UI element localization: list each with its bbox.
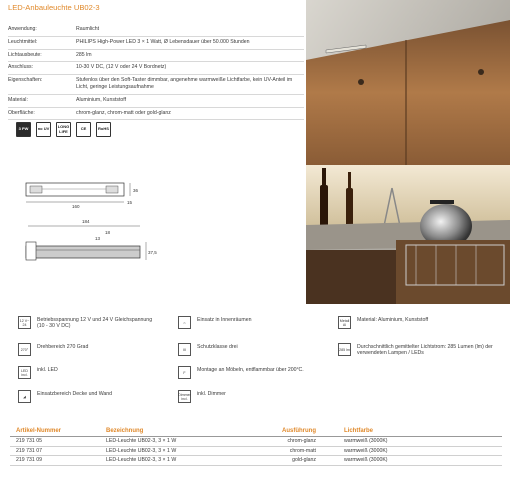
spec-table (8, 24, 304, 120)
feature-text: inkl. LED (37, 367, 58, 373)
drawer (396, 240, 510, 304)
dim-small: 18 (105, 230, 111, 235)
cell-article-number: 219 731 07 (16, 447, 42, 454)
feature-text: Schutzklasse drei (197, 344, 238, 350)
table-header (10, 428, 502, 437)
feature-text: Einsatzbereich Decke und Wand (37, 391, 113, 397)
certification-badges (16, 122, 111, 137)
philips-power-led-icon: 3 PW (16, 122, 31, 137)
feature-item (18, 316, 157, 329)
dim-height: 36 (133, 188, 139, 193)
feature-item (178, 316, 317, 329)
protection-class-icon: III (178, 343, 191, 356)
rotation-icon: 270° (18, 343, 31, 356)
dim-length: 184 (82, 219, 90, 224)
feature-item (178, 366, 327, 379)
spec-row (8, 75, 304, 95)
material-icon: Metall Al (338, 316, 351, 329)
spec-key: Leuchtmittel: (8, 38, 38, 45)
feature-list (0, 316, 510, 416)
article-table (10, 428, 502, 466)
cell-light-color: warmweiß (3000K) (344, 457, 388, 464)
spec-row (8, 37, 304, 50)
product-photo (306, 0, 510, 304)
cell-article-number: 219 731 05 (16, 438, 42, 445)
technical-drawing (20, 168, 170, 280)
cell-description: LED-Leuchte UB02-3, 3 × 1 W (106, 447, 177, 454)
feature-item (338, 316, 487, 329)
dim-depth: 13 (95, 236, 101, 241)
spec-row (8, 95, 304, 108)
spec-value: Aluminium, Kunststoff (76, 96, 127, 103)
cell-finish: chrom-matt (289, 447, 316, 454)
header-finish: Ausführung (282, 428, 316, 434)
table-row (10, 456, 502, 466)
cell-light-color: warmweiß (3000K) (344, 447, 388, 454)
feature-item (178, 390, 317, 403)
feature-text: inkl. Dimmer (197, 391, 226, 397)
led-included-icon: LED incl. (18, 366, 31, 379)
spec-key: Anschluss: (8, 64, 34, 71)
spec-row (8, 50, 304, 63)
spec-value: Stufenlos über den Soft-Taster dimmbar, angenehme warmweiße Lichtfarbe, kein UV-Anteil im Licht, geringe Leistungsaufnahme (76, 77, 293, 90)
table-row (10, 437, 502, 447)
feature-text: Montage an Möbeln, entflammbar über 200°C. (197, 367, 304, 373)
furniture-mount-icon: F (178, 366, 191, 379)
feature-item (338, 343, 497, 356)
spec-value: chrom-glanz, chrom-matt oder gold-glanz (76, 109, 171, 116)
header-description: Bezeichnung (106, 428, 144, 434)
table-row (10, 447, 502, 457)
spec-key: Eigenschaften: (8, 77, 43, 84)
feature-item (178, 343, 317, 356)
header-light-color: Lichtfarbe (344, 428, 374, 434)
spec-value: 10-30 V DC, (12 V oder 24 V Bordnetz) (76, 64, 167, 71)
long-life-icon: LONG LIFE (56, 122, 71, 137)
lumen-icon: 285 lm (338, 343, 351, 356)
ceiling-wall-icon: ◢ (18, 390, 31, 403)
feature-item (18, 366, 157, 379)
dimmer-icon: Dimmer incl. (178, 390, 191, 403)
spec-value: PHILIPS High-Power LED 3 × 1 Watt, Ø Lebensdauer über 50.000 Stunden (76, 38, 250, 45)
cell-description: LED-Leuchte UB02-3, 3 × 1 W (106, 438, 177, 445)
product-title: LED-Anbauleuchte UB02-3 (8, 3, 100, 12)
wine-bottle (320, 185, 328, 227)
cell-article-number: 219 731 09 (16, 457, 42, 464)
feature-text: Durchschnittlich gemittelter Lichtstrom: 285 Lumen (lm) der verwendeten Lampen / LEDs (357, 344, 493, 357)
dim-total-height: 37,5 (148, 250, 157, 255)
header-article-number: Artikel-Nummer (16, 428, 62, 434)
spec-value: Raumlicht (76, 26, 100, 32)
cell-light-color: warmweiß (3000K) (344, 438, 388, 445)
indoor-house-icon: ⌂ (178, 316, 191, 329)
wine-bottle (346, 188, 353, 226)
spec-key: Lichtausbeute: (8, 51, 42, 58)
feature-text: Material: Aluminium, Kunststoff (357, 317, 429, 323)
cell-description: LED-Leuchte UB02-3, 3 × 1 W (106, 457, 177, 464)
feature-text: Drehbereich 270 Grad (37, 344, 89, 350)
spec-row (8, 24, 304, 37)
rohs-icon: RoHS (96, 122, 111, 137)
feature-item (18, 390, 157, 403)
ce-mark-icon: CE (76, 122, 91, 137)
spec-key: Anwendung: (8, 26, 37, 32)
cell-finish: gold-glanz (292, 457, 316, 464)
spec-row (8, 108, 304, 121)
feature-text: Betriebsspannung 12 V und 24 V Gleichspannung (10 - 30 V DC) (37, 317, 153, 330)
voltage-icon: 12 V~ 24 (18, 316, 31, 329)
spec-value: 285 lm (76, 51, 92, 58)
feature-text: Einsatz in Innenräumen (197, 317, 252, 323)
spec-key: Material: (8, 96, 28, 103)
feature-item (18, 343, 157, 356)
dim-offset: 15 (127, 200, 133, 205)
dim-width: 160 (72, 204, 80, 209)
no-uv-icon: no UV (36, 122, 51, 137)
spec-key: Oberfläche: (8, 109, 35, 116)
cell-finish: chrom-glanz (287, 438, 316, 445)
spec-row (8, 62, 304, 75)
